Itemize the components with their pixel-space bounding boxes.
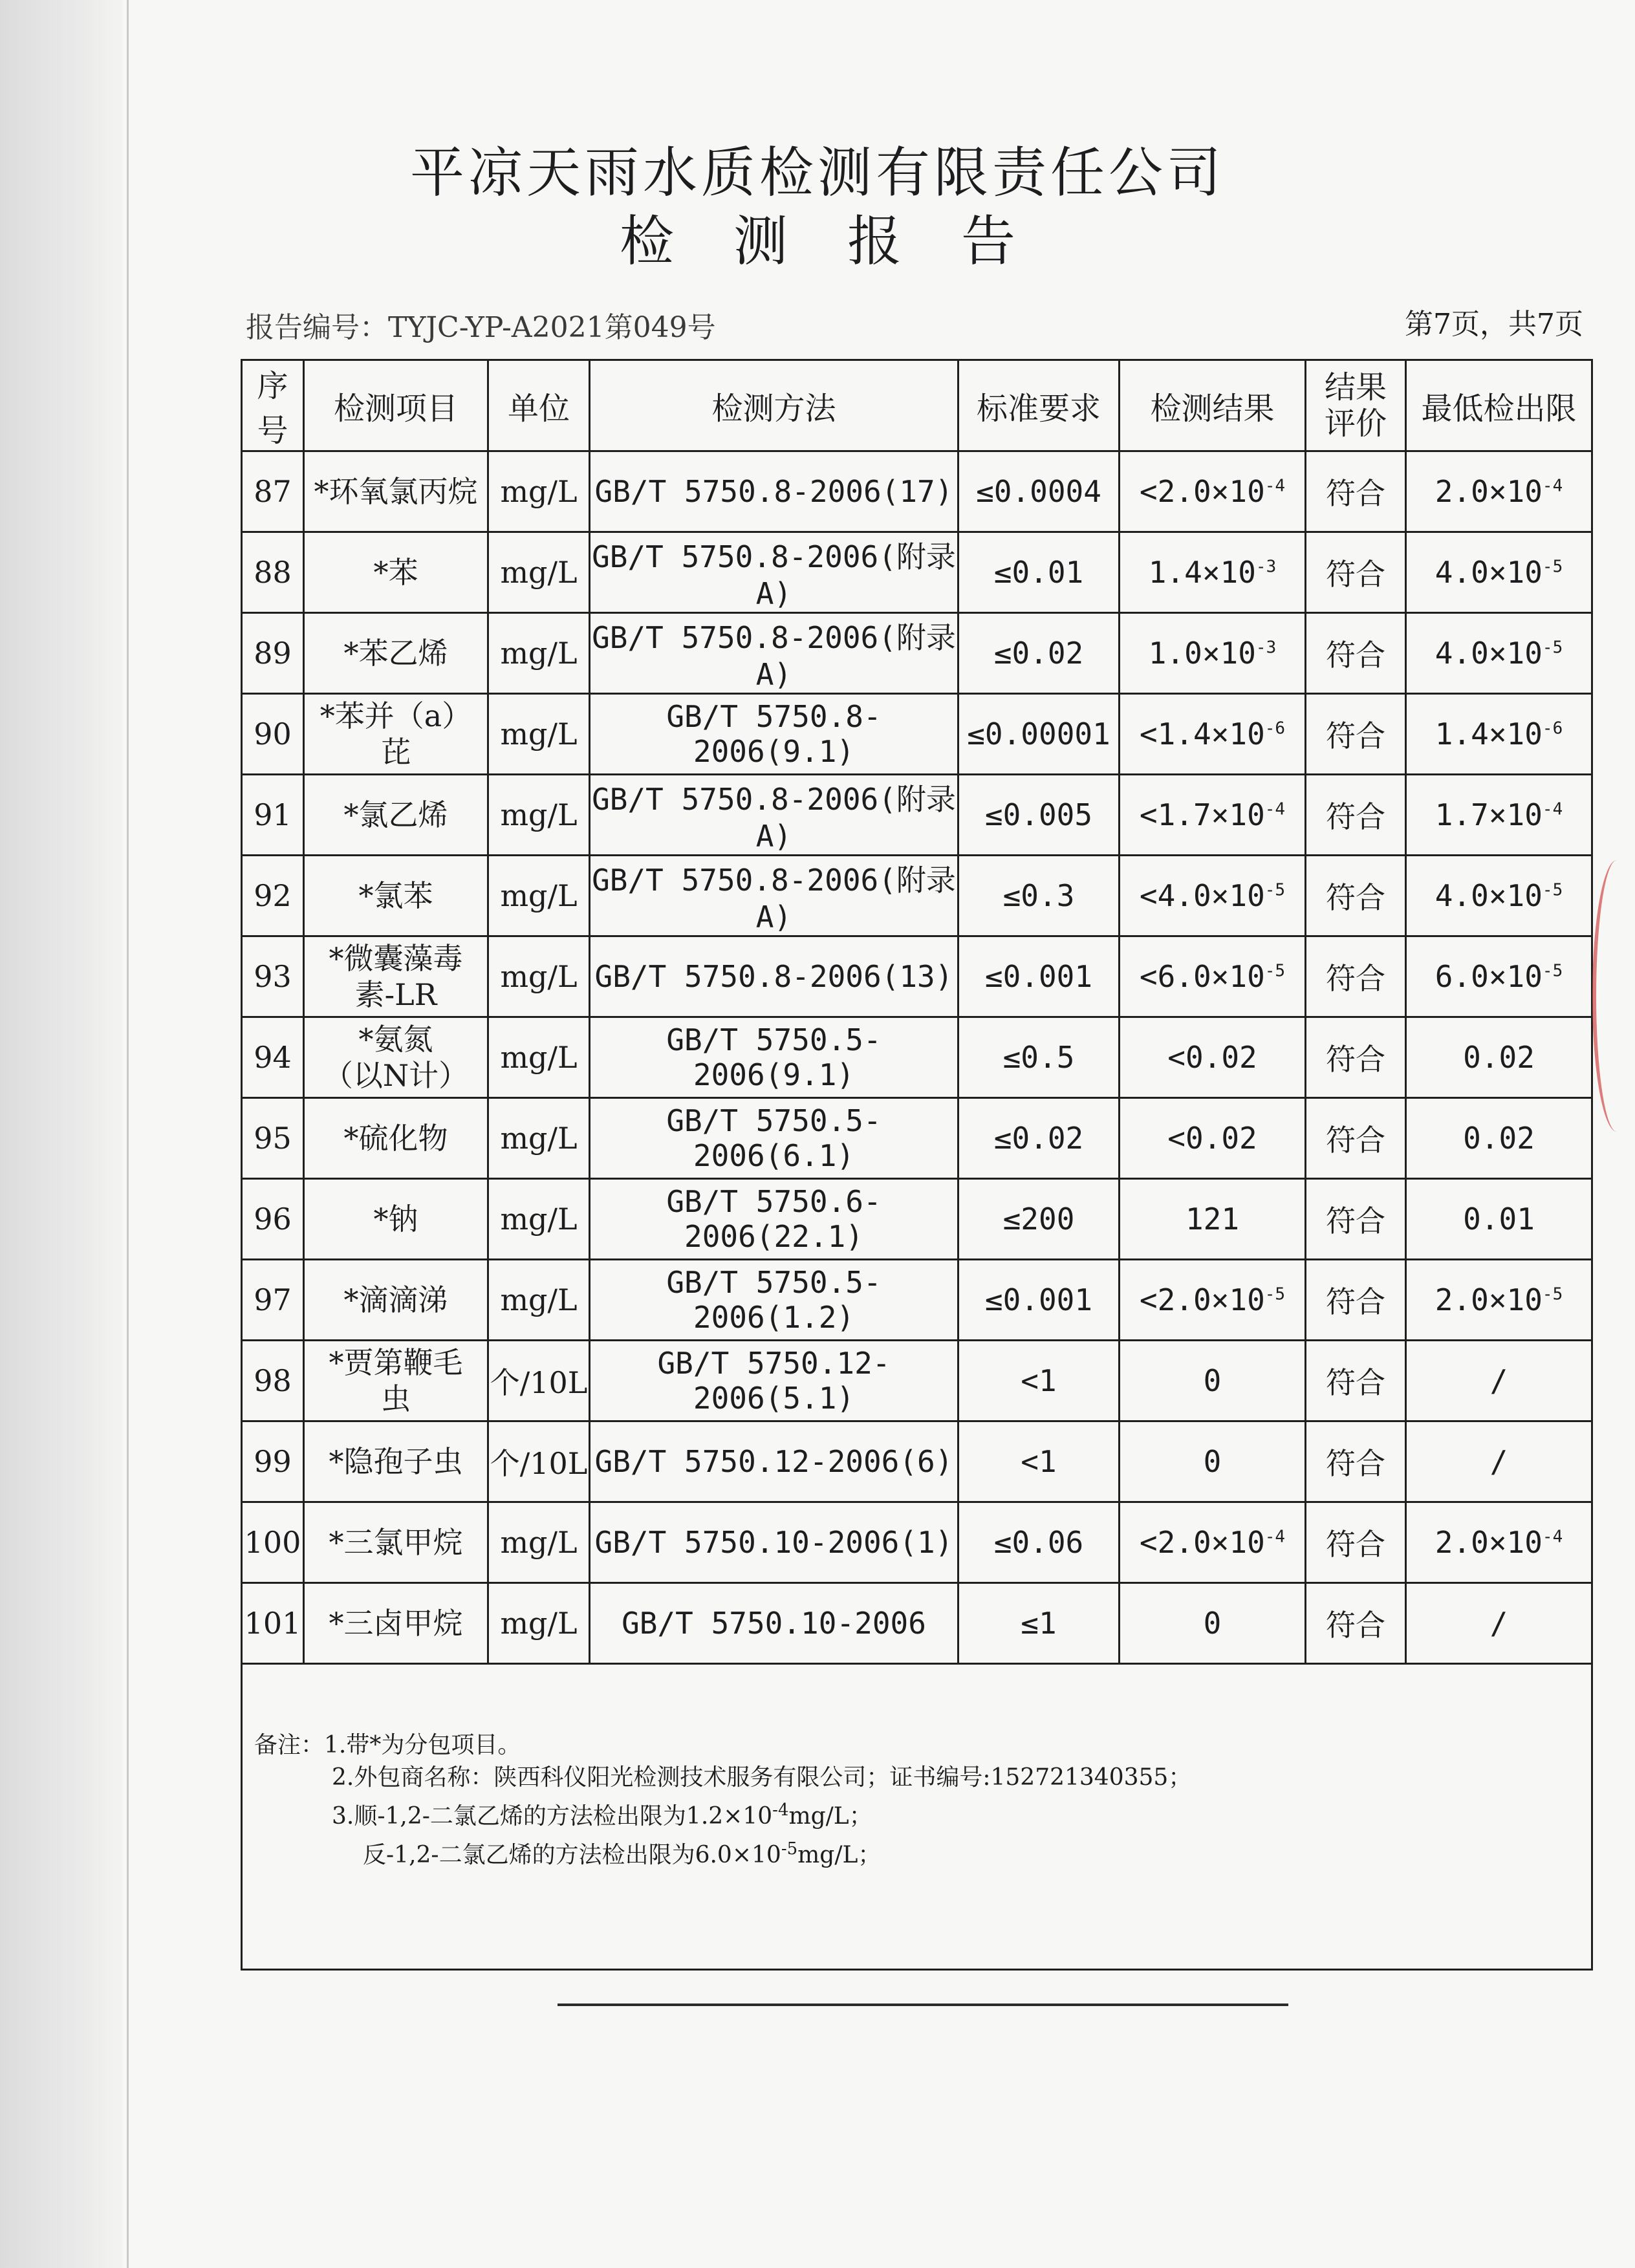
row-result: 0 bbox=[1120, 1583, 1306, 1664]
note-4-text: 反-1,2-二氯乙烯的方法检出限为6.0×10 bbox=[363, 1842, 781, 1868]
note-1-text: 1.带*为分包项目。 bbox=[324, 1732, 521, 1758]
row-std: ≤0.02 bbox=[958, 613, 1120, 694]
row-std: ≤0.02 bbox=[958, 1098, 1120, 1179]
row-unit: 个/10L bbox=[488, 1421, 590, 1502]
row-method: GB/T 5750.10-2006 bbox=[590, 1583, 958, 1664]
header-method: 检测方法 bbox=[590, 360, 958, 451]
row-limit: / bbox=[1406, 1421, 1592, 1502]
limit-exponent: -5 bbox=[1542, 1284, 1563, 1304]
result-exponent: -4 bbox=[1264, 799, 1286, 819]
row-item bbox=[304, 694, 488, 775]
row-std: ≤0.5 bbox=[958, 1017, 1120, 1098]
row-item: *苯乙烯 bbox=[304, 613, 488, 694]
notes-row bbox=[242, 1664, 1592, 1970]
row-idx: 93 bbox=[242, 936, 304, 1017]
row-eval: 符合 bbox=[1306, 532, 1406, 613]
row-idx: 88 bbox=[242, 532, 304, 613]
company-name: 平凉天雨水质检测有限责任公司 bbox=[409, 141, 1225, 204]
row-method: GB/T 5750.8-2006(附录A) bbox=[590, 856, 958, 936]
document-title: 检测报告 bbox=[619, 210, 1075, 273]
row-method: GB/T 5750.6-2006(22.1) bbox=[590, 1179, 958, 1260]
result-base: <2.0×10 bbox=[1139, 1525, 1265, 1560]
row-std: ≤0.005 bbox=[958, 775, 1120, 856]
row-method: GB/T 5750.12-2006(6) bbox=[590, 1421, 958, 1502]
header-eval-line1: 结果 bbox=[1324, 369, 1387, 405]
table-row bbox=[242, 1583, 1592, 1664]
row-method: GB/T 5750.8-2006(13) bbox=[590, 936, 958, 1017]
item-line2: 虫 bbox=[381, 1381, 411, 1416]
row-result bbox=[1120, 1502, 1306, 1583]
report-number: 报告编号：TYJC-YP-A2021第049号 bbox=[246, 311, 716, 344]
row-idx: 101 bbox=[242, 1583, 304, 1664]
item-line2: （以N计） bbox=[323, 1058, 469, 1093]
row-result bbox=[1120, 775, 1306, 856]
result-base: <2.0×10 bbox=[1139, 1282, 1265, 1317]
row-unit: mg/L bbox=[488, 1583, 590, 1664]
limit-base: 2.0×10 bbox=[1435, 1525, 1543, 1560]
row-method: GB/T 5750.12-2006(5.1) bbox=[590, 1341, 958, 1421]
table-row bbox=[242, 775, 1592, 856]
header-std: 标准要求 bbox=[958, 360, 1120, 451]
row-idx: 96 bbox=[242, 1179, 304, 1260]
row-limit bbox=[1406, 613, 1592, 694]
table-row bbox=[242, 532, 1592, 613]
row-limit bbox=[1406, 936, 1592, 1017]
result-base: <2.0×10 bbox=[1139, 474, 1265, 509]
row-method: GB/T 5750.8-2006(附录A) bbox=[590, 775, 958, 856]
row-unit: mg/L bbox=[488, 775, 590, 856]
result-base: 1.0×10 bbox=[1148, 636, 1256, 671]
limit-base: 4.0×10 bbox=[1435, 555, 1543, 590]
footer-rule bbox=[558, 2003, 1288, 2006]
table-row bbox=[242, 1017, 1592, 1098]
table-row bbox=[242, 451, 1592, 532]
limit-base: 4.0×10 bbox=[1435, 878, 1543, 913]
result-base: <4.0×10 bbox=[1139, 878, 1265, 913]
limit-exponent: -4 bbox=[1542, 799, 1563, 819]
result-base: <6.0×10 bbox=[1139, 959, 1265, 994]
limit-base: 6.0×10 bbox=[1435, 959, 1543, 994]
row-eval: 符合 bbox=[1306, 613, 1406, 694]
partial-seal-stamp bbox=[1592, 860, 1635, 1132]
item-line2: 素-LR bbox=[354, 977, 437, 1012]
row-item: *环氧氯丙烷 bbox=[304, 451, 488, 532]
row-std: ≤0.001 bbox=[958, 936, 1120, 1017]
row-item: *三卤甲烷 bbox=[304, 1583, 488, 1664]
row-idx: 99 bbox=[242, 1421, 304, 1502]
row-limit: / bbox=[1406, 1583, 1592, 1664]
row-method: GB/T 5750.8-2006(附录A) bbox=[590, 613, 958, 694]
row-result bbox=[1120, 451, 1306, 532]
result-base: <1.4×10 bbox=[1139, 717, 1265, 751]
item-line2: 芘 bbox=[381, 735, 411, 770]
table-row bbox=[242, 936, 1592, 1017]
table-row bbox=[242, 613, 1592, 694]
row-result bbox=[1120, 1260, 1306, 1341]
results-table bbox=[241, 359, 1593, 1971]
row-unit: mg/L bbox=[488, 1260, 590, 1341]
row-limit: 0.02 bbox=[1406, 1017, 1592, 1098]
row-unit: mg/L bbox=[488, 451, 590, 532]
row-result bbox=[1120, 856, 1306, 936]
row-idx: 98 bbox=[242, 1341, 304, 1421]
limit-exponent: -5 bbox=[1542, 638, 1563, 658]
row-method: GB/T 5750.10-2006(1) bbox=[590, 1502, 958, 1583]
table-row bbox=[242, 1098, 1592, 1179]
limit-exponent: -4 bbox=[1542, 1527, 1563, 1547]
item-line1: *微囊藻毒 bbox=[329, 941, 463, 976]
limit-base: 1.7×10 bbox=[1435, 797, 1543, 832]
row-limit bbox=[1406, 775, 1592, 856]
row-item: *苯 bbox=[304, 532, 488, 613]
notes bbox=[243, 1665, 1591, 1872]
limit-base: 2.0×10 bbox=[1435, 474, 1543, 509]
row-method: GB/T 5750.8-2006(附录A) bbox=[590, 532, 958, 613]
row-limit: 0.02 bbox=[1406, 1098, 1592, 1179]
row-std: <1 bbox=[958, 1421, 1120, 1502]
table-row bbox=[242, 1179, 1592, 1260]
note-line-2: 2.外包商名称：陕西科仪阳光检测技术服务有限公司；证书编号:152721340355； bbox=[332, 1764, 1192, 1791]
row-std: ≤1 bbox=[958, 1583, 1120, 1664]
row-result: 0 bbox=[1120, 1421, 1306, 1502]
row-eval: 符合 bbox=[1306, 1098, 1406, 1179]
notes-cell bbox=[242, 1664, 1592, 1970]
note-4-unit: mg/L； bbox=[797, 1842, 882, 1868]
row-unit: mg/L bbox=[488, 936, 590, 1017]
result-base: <1.7×10 bbox=[1139, 797, 1265, 832]
note-line-3 bbox=[254, 1794, 1591, 1833]
row-eval: 符合 bbox=[1306, 1502, 1406, 1583]
row-eval: 符合 bbox=[1306, 1583, 1406, 1664]
result-exponent: -4 bbox=[1264, 1527, 1286, 1547]
row-item: *三氯甲烷 bbox=[304, 1502, 488, 1583]
row-item: *隐孢子虫 bbox=[304, 1421, 488, 1502]
row-method: GB/T 5750.5-2006(9.1) bbox=[590, 1017, 958, 1098]
header-limit: 最低检出限 bbox=[1406, 360, 1592, 451]
row-std: ≤0.0004 bbox=[958, 451, 1120, 532]
result-base: 1.4×10 bbox=[1148, 555, 1256, 590]
table-row bbox=[242, 1502, 1592, 1583]
row-method: GB/T 5750.5-2006(6.1) bbox=[590, 1098, 958, 1179]
item-line1: *苯并（a） bbox=[319, 698, 472, 733]
row-idx: 100 bbox=[242, 1502, 304, 1583]
row-eval: 符合 bbox=[1306, 1421, 1406, 1502]
row-idx: 91 bbox=[242, 775, 304, 856]
note-3-text: 3.顺-1,2-二氯乙烯的方法检出限为1.2×10 bbox=[332, 1803, 773, 1830]
result-exponent: -3 bbox=[1255, 557, 1277, 577]
notes-label: 备注： bbox=[254, 1732, 325, 1758]
row-limit: / bbox=[1406, 1341, 1592, 1421]
row-item: *钠 bbox=[304, 1179, 488, 1260]
row-std: ≤0.06 bbox=[958, 1502, 1120, 1583]
header-eval bbox=[1306, 360, 1406, 451]
row-idx: 94 bbox=[242, 1017, 304, 1098]
row-unit: 个/10L bbox=[488, 1341, 590, 1421]
row-std: ≤0.00001 bbox=[958, 694, 1120, 775]
limit-exponent: -5 bbox=[1542, 961, 1563, 981]
row-item: *氯乙烯 bbox=[304, 775, 488, 856]
limit-exponent: -6 bbox=[1542, 718, 1563, 739]
row-limit bbox=[1406, 1502, 1592, 1583]
row-std: ≤0.3 bbox=[958, 856, 1120, 936]
table-row bbox=[242, 694, 1592, 775]
table-header-row bbox=[242, 360, 1592, 451]
row-std: ≤0.01 bbox=[958, 532, 1120, 613]
note-3-unit: mg/L； bbox=[788, 1803, 872, 1830]
row-limit bbox=[1406, 532, 1592, 613]
row-eval: 符合 bbox=[1306, 1341, 1406, 1421]
row-item bbox=[304, 1017, 488, 1098]
item-line1: *贾第鞭毛 bbox=[329, 1345, 463, 1380]
table-row bbox=[242, 856, 1592, 936]
row-eval: 符合 bbox=[1306, 936, 1406, 1017]
row-unit: mg/L bbox=[488, 1179, 590, 1260]
row-eval: 符合 bbox=[1306, 451, 1406, 532]
row-unit: mg/L bbox=[488, 532, 590, 613]
row-eval: 符合 bbox=[1306, 694, 1406, 775]
row-eval: 符合 bbox=[1306, 856, 1406, 936]
row-unit: mg/L bbox=[488, 856, 590, 936]
result-exponent: -5 bbox=[1264, 1284, 1286, 1304]
row-eval: 符合 bbox=[1306, 1017, 1406, 1098]
row-result: 121 bbox=[1120, 1179, 1306, 1260]
limit-exponent: -5 bbox=[1542, 557, 1563, 577]
result-exponent: -4 bbox=[1264, 476, 1286, 496]
header-item: 检测项目 bbox=[304, 360, 488, 451]
row-idx: 89 bbox=[242, 613, 304, 694]
result-exponent: -6 bbox=[1264, 718, 1286, 739]
row-item bbox=[304, 1341, 488, 1421]
binding-edge bbox=[127, 0, 129, 2268]
row-eval: 符合 bbox=[1306, 1260, 1406, 1341]
row-std: ≤0.001 bbox=[958, 1260, 1120, 1341]
table-row bbox=[242, 1260, 1592, 1341]
row-result bbox=[1120, 936, 1306, 1017]
note-line-1 bbox=[254, 1729, 1591, 1762]
row-eval: 符合 bbox=[1306, 775, 1406, 856]
row-unit: mg/L bbox=[488, 694, 590, 775]
header-unit: 单位 bbox=[488, 360, 590, 451]
row-result: <0.02 bbox=[1120, 1098, 1306, 1179]
row-item: *氯苯 bbox=[304, 856, 488, 936]
row-limit bbox=[1406, 451, 1592, 532]
row-method: GB/T 5750.5-2006(1.2) bbox=[590, 1260, 958, 1341]
note-3-exponent: -4 bbox=[772, 1800, 789, 1820]
row-method: GB/T 5750.8-2006(9.1) bbox=[590, 694, 958, 775]
table-row bbox=[242, 1421, 1592, 1502]
row-limit bbox=[1406, 856, 1592, 936]
row-idx: 92 bbox=[242, 856, 304, 936]
limit-base: 4.0×10 bbox=[1435, 636, 1543, 671]
limit-base: 2.0×10 bbox=[1435, 1282, 1543, 1317]
row-limit: 0.01 bbox=[1406, 1179, 1592, 1260]
result-exponent: -5 bbox=[1264, 880, 1286, 900]
header-idx: 序号 bbox=[242, 360, 304, 451]
table-row bbox=[242, 1341, 1592, 1421]
header-result: 检测结果 bbox=[1120, 360, 1306, 451]
row-limit bbox=[1406, 1260, 1592, 1341]
row-idx: 90 bbox=[242, 694, 304, 775]
limit-base: 1.4×10 bbox=[1435, 717, 1543, 751]
item-line1: *氨氮 bbox=[358, 1022, 433, 1057]
row-std: <1 bbox=[958, 1341, 1120, 1421]
row-result: 0 bbox=[1120, 1341, 1306, 1421]
header-eval-line2: 评价 bbox=[1324, 405, 1387, 442]
row-item: *硫化物 bbox=[304, 1098, 488, 1179]
row-idx: 97 bbox=[242, 1260, 304, 1341]
row-unit: mg/L bbox=[488, 1502, 590, 1583]
page-info: 第7页，共7页 bbox=[1405, 308, 1583, 341]
row-item: *滴滴涕 bbox=[304, 1260, 488, 1341]
row-std: ≤200 bbox=[958, 1179, 1120, 1260]
row-eval: 符合 bbox=[1306, 1179, 1406, 1260]
note-line-4 bbox=[254, 1833, 1591, 1872]
limit-exponent: -4 bbox=[1542, 476, 1563, 496]
row-result bbox=[1120, 694, 1306, 775]
result-exponent: -5 bbox=[1264, 961, 1286, 981]
row-method: GB/T 5750.8-2006(17) bbox=[590, 451, 958, 532]
row-result bbox=[1120, 613, 1306, 694]
row-unit: mg/L bbox=[488, 1098, 590, 1179]
row-result bbox=[1120, 532, 1306, 613]
row-idx: 95 bbox=[242, 1098, 304, 1179]
binding-margin bbox=[0, 0, 123, 2268]
limit-exponent: -5 bbox=[1542, 880, 1563, 900]
row-limit bbox=[1406, 694, 1592, 775]
result-exponent: -3 bbox=[1255, 638, 1277, 658]
row-item bbox=[304, 936, 488, 1017]
note-4-exponent: -5 bbox=[781, 1839, 798, 1859]
row-result: <0.02 bbox=[1120, 1017, 1306, 1098]
row-unit: mg/L bbox=[488, 613, 590, 694]
row-idx: 87 bbox=[242, 451, 304, 532]
row-unit: mg/L bbox=[488, 1017, 590, 1098]
